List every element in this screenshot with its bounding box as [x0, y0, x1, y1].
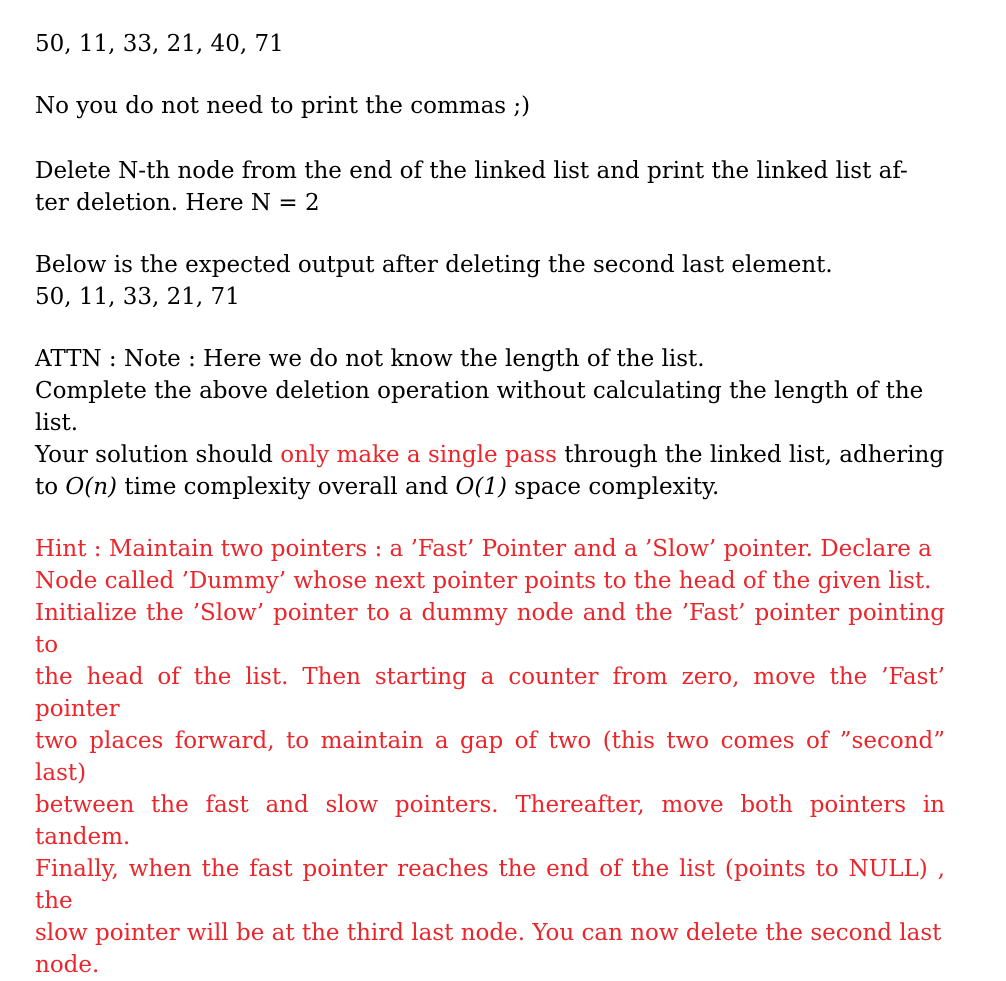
hint-line-3: Initialize the ’Slow’ pointer to a dummy node and the ’Fast’ pointer pointing to: [35, 600, 945, 658]
expected-intro: Below is the expected output after deleting the second last element.: [35, 252, 833, 278]
list-values: 50, 11, 33, 21, 40, 71: [35, 31, 284, 57]
hint-paragraph: [35, 533, 945, 981]
attn-line-1: ATTN : Note : Here we do not know the length of the list.: [35, 346, 705, 372]
attn-line-4: [35, 471, 945, 503]
hint-line-4: the head of the list. Then starting a counter from zero, move the ’Fast’ pointer: [35, 664, 945, 722]
attn-line-3-post: through the linked list, adhering: [556, 442, 945, 468]
task-paragraph: [35, 155, 945, 219]
expected-output: 50, 11, 33, 21, 71: [35, 284, 240, 310]
attn-line-4-mid: time complexity overall and: [117, 474, 456, 500]
time-complexity-math: O(n): [65, 474, 118, 500]
task-line-1: Delete N-th node from the end of the linked list and print the linked list af-: [35, 158, 908, 184]
single-pass-highlight: only make a single pass: [280, 442, 557, 468]
document-body: [35, 28, 945, 981]
attn-paragraph: [35, 343, 945, 503]
attn-line-4-pre: to: [35, 474, 66, 500]
hint-line-5: two places forward, to maintain a gap of two (this two comes of ”second” last): [35, 728, 945, 786]
attn-line-3: [35, 439, 945, 471]
attn-line-3-pre: Your solution should: [35, 442, 281, 468]
hint-line-8: slow pointer will be at the third last node. You can now delete the second last: [35, 920, 942, 946]
task-line-2: ter deletion. Here N = 2: [35, 190, 320, 216]
expected-output-paragraph: [35, 249, 945, 313]
commas-note: No you do not need to print the commas ;): [35, 93, 531, 119]
hint-line-6: between the fast and slow pointers. Thereafter, move both pointers in tandem.: [35, 792, 945, 850]
hint-line-9: node.: [35, 952, 100, 978]
attn-line-4-post: space complexity.: [506, 474, 720, 500]
attn-line-2: Complete the above deletion operation without calculating the length of the list.: [35, 378, 924, 436]
hint-line-2: Node called ’Dummy’ whose next pointer points to the head of the given list.: [35, 568, 932, 594]
hint-line-7: Finally, when the fast pointer reaches the end of the list (points to NULL) , the: [35, 856, 945, 914]
hint-line-1: Hint : Maintain two pointers : a ’Fast’ Pointer and a ’Slow’ pointer. Declare a: [35, 536, 932, 562]
space-complexity-math: O(1): [455, 474, 507, 500]
